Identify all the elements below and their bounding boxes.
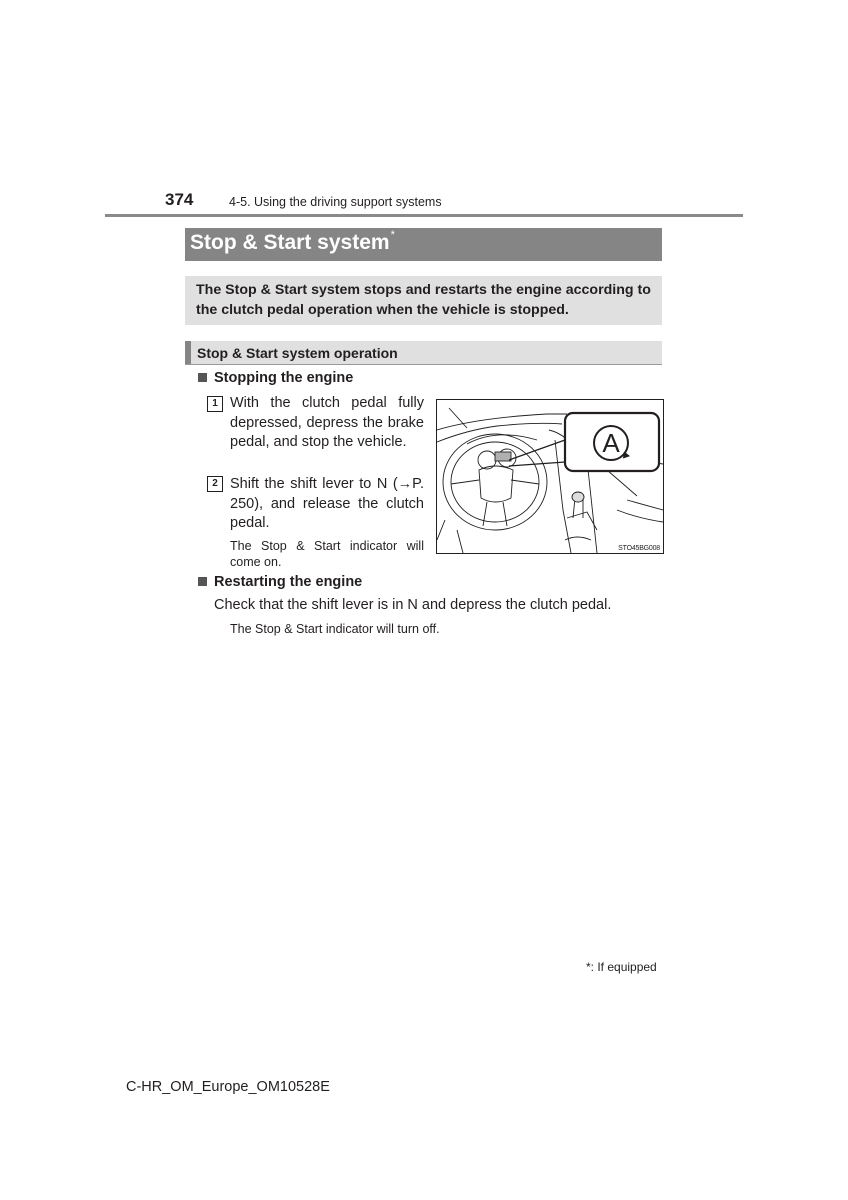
document-code: C-HR_OM_Europe_OM10528E (126, 1079, 330, 1095)
page-title (190, 231, 395, 255)
section-title: 4-5. Using the driving support systems (229, 195, 442, 209)
page-title-text: Stop & Start system (190, 231, 390, 254)
restarting-heading-text: Restarting the engine (214, 574, 363, 590)
stopping-heading (198, 370, 353, 386)
square-bullet-icon (198, 373, 207, 382)
restarting-note: The Stop & Start indicator will turn off. (230, 622, 440, 636)
footnote: *: If equipped (586, 960, 657, 974)
subsection-bar (185, 341, 662, 365)
title-bar (185, 228, 662, 261)
stopping-heading-text: Stopping the engine (214, 370, 354, 386)
restarting-heading (198, 574, 362, 590)
restarting-text: Check that the shift lever is in N and depress the clutch pedal. (214, 597, 612, 613)
step-number-2: 2 (207, 476, 223, 492)
square-bullet-icon (198, 577, 207, 586)
stopping-note: The Stop & Start indicator will come on. (230, 539, 424, 569)
dashboard-drawing (437, 400, 663, 553)
intro-box (185, 276, 662, 325)
subsection-title: Stop & Start system operation (197, 345, 398, 361)
dashboard-illustration (436, 399, 664, 554)
header-rule (105, 214, 743, 217)
step-1-text: With the clutch pedal fully depressed, depress the brake pedal, and stop the vehicle. (230, 395, 424, 450)
intro-text: The Stop & Start system stops and restarts the engine according to the clutch pedal operation when the vehicle is stopped. (196, 282, 651, 318)
svg-text:A: A (602, 428, 620, 458)
step-2-text: Shift the shift lever to N (→P. 250), and release the clutch pedal. (230, 476, 424, 531)
if-equipped-mark: * (390, 229, 395, 241)
subsection-accent (185, 341, 191, 364)
step-number-1: 1 (207, 396, 223, 412)
illustration-code: STO45BG008 (618, 545, 660, 552)
page-number: 374 (165, 190, 194, 209)
